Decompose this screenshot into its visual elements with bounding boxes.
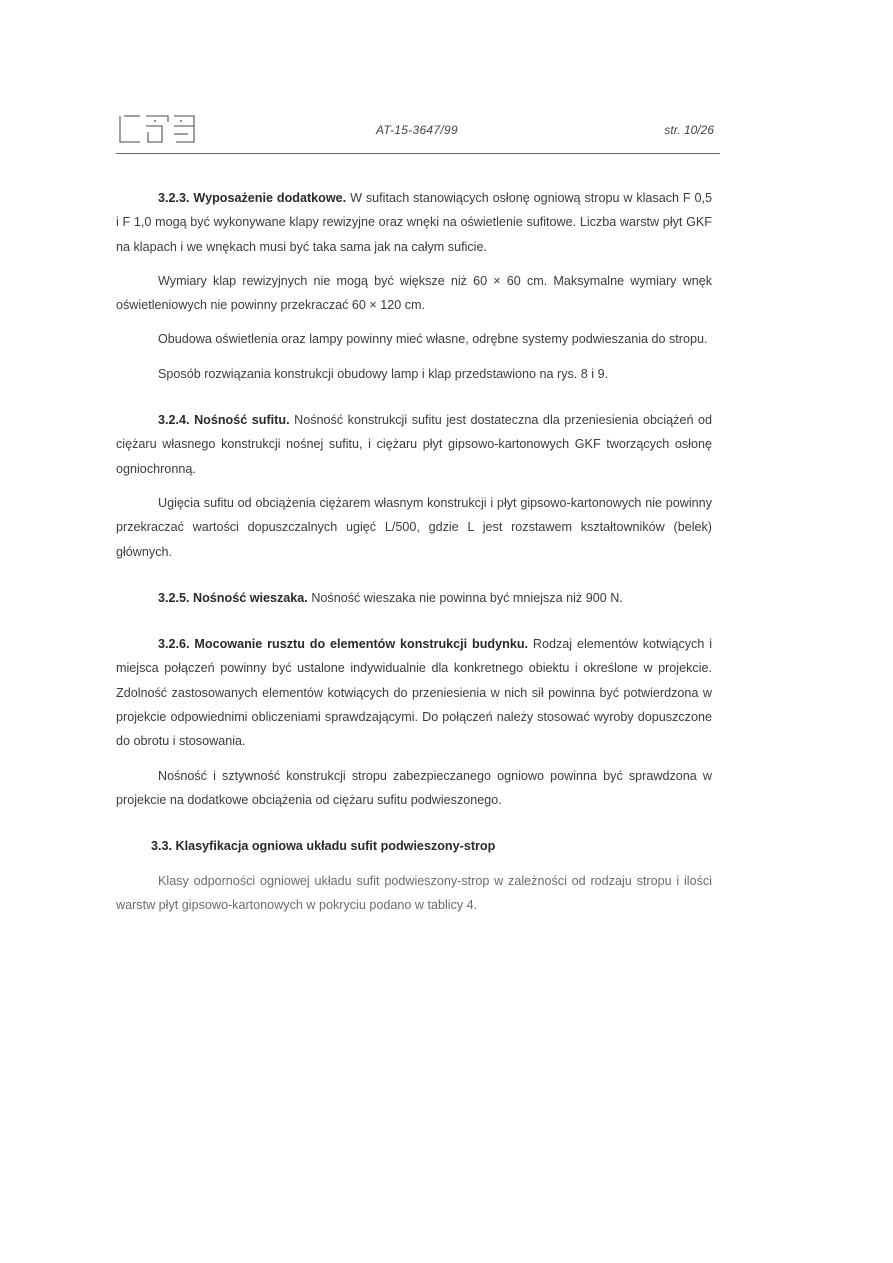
page-header [116,112,720,156]
section-3-2-5-paragraph [116,586,712,610]
section-3-2-6-text-1: Rodzaj elementów kotwiących i miejsca połączeń powinny być ustalone indywidualnie dla konkretnego obiektu i określone w projekcie. Zdolność zastosowanych elementów kotwiących do przeniesienia w nich sił powinna być potwierdzona w projekcie odpowiednimi obliczeniami sprawdzającymi. Do połączeń należy stosować wyroby dopuszczone do obrotu i stosowania. [116,637,713,749]
section-3-2-5-number: 3.2.5. [158,590,190,605]
section-3-3-text-1: Klasy odporności ogniowej układu sufit podwieszony-strop w zależności od rodzaju stropu i ilości warstw płyt gipsowo-kartonowych w pokryciu podano w tablicy 4. [116,873,712,912]
section-3-2-4-text-2: Ugięcia sufitu od obciążenia ciężarem własnym konstrukcji i płyt gipsowo-kartonowych nie powinny przekraczać wartości dopuszczalnych ugięć L/500, gdzie L jest rozstawem kształtowników (belek) głównych. [116,495,712,559]
section-3-2-3-number: 3.2.3. [158,191,190,205]
section-3-2-4-number: 3.2.4. [158,413,190,428]
section-3-2-5-title: Nośność wieszaka. [193,590,308,605]
section-3-3-title: Klasyfikacja ogniowa układu sufit podwieszony-strop [175,839,496,854]
section-3-2-3-title: Wyposażenie dodatkowe. [193,191,347,205]
section-3-2-6-number: 3.2.6. [158,637,190,652]
section-3-2-6-text-2: Nośność i sztywność konstrukcji stropu zabezpieczanego ogniowo powinna być sprawdzona w projekcie na dodatkowe obciążenia od ciężaru sufitu podwieszonego. [116,768,712,807]
page-number: str. 10/26 [664,123,714,137]
itb-logo-icon [118,112,198,146]
document-body [116,186,712,917]
section-3-2-5-text-1: Nośność wieszaka nie powinna być mniejsza niż 900 N. [311,590,623,605]
section-3-2-3-text-2: Wymiary klap rewizyjnych nie mogą być większe niż 60 × 60 cm. Maksymalne wymiary wnęk oświetleniowych nie powinny przekraczać 60 × 120 cm. [116,273,712,313]
section-3-2-6-title: Mocowanie rusztu do elementów konstrukcji budynku. [194,637,529,652]
header-divider [116,153,720,154]
section-3-2-6-paragraph [116,632,712,753]
section-3-2-3-text-3: Obudowa oświetlenia oraz lampy powinny mieć własne, odrębne systemy podwieszania do stropu. [158,332,708,347]
section-3-2-4-paragraph [116,408,712,481]
section-3-3-number: 3.3. [151,839,173,854]
section-3-2-3-text-4: Sposób rozwiązania konstrukcji obudowy lamp i klap przedstawiono na rys. 8 i 9. [158,366,609,381]
document-number: AT-15-3647/99 [376,123,458,137]
section-3-2-3-paragraph [116,186,712,259]
section-3-2-3-text-1: W sufitach stanowiących osłonę ogniową stropu w klasach F 0,5 i F 1,0 mogą być wykonywane klapy rewizyjne oraz wnęki na oświetlenie sufitowe. Liczba warstw płyt GKF na klapach i we wnękach musi być taka sama jak na całym suficie. [116,191,713,254]
section-3-2-4-title: Nośność sufitu. [194,413,290,428]
section-3-2-4-text-1: Nośność konstrukcji sufitu jest dostateczna dla przeniesienia obciążeń od ciężaru własnego konstrukcji nośnej sufitu, i ciężaru płyt gipsowo-kartonowych GKF tworzących osłonę ogniochronną. [116,413,713,476]
section-3-3-heading [116,834,712,858]
